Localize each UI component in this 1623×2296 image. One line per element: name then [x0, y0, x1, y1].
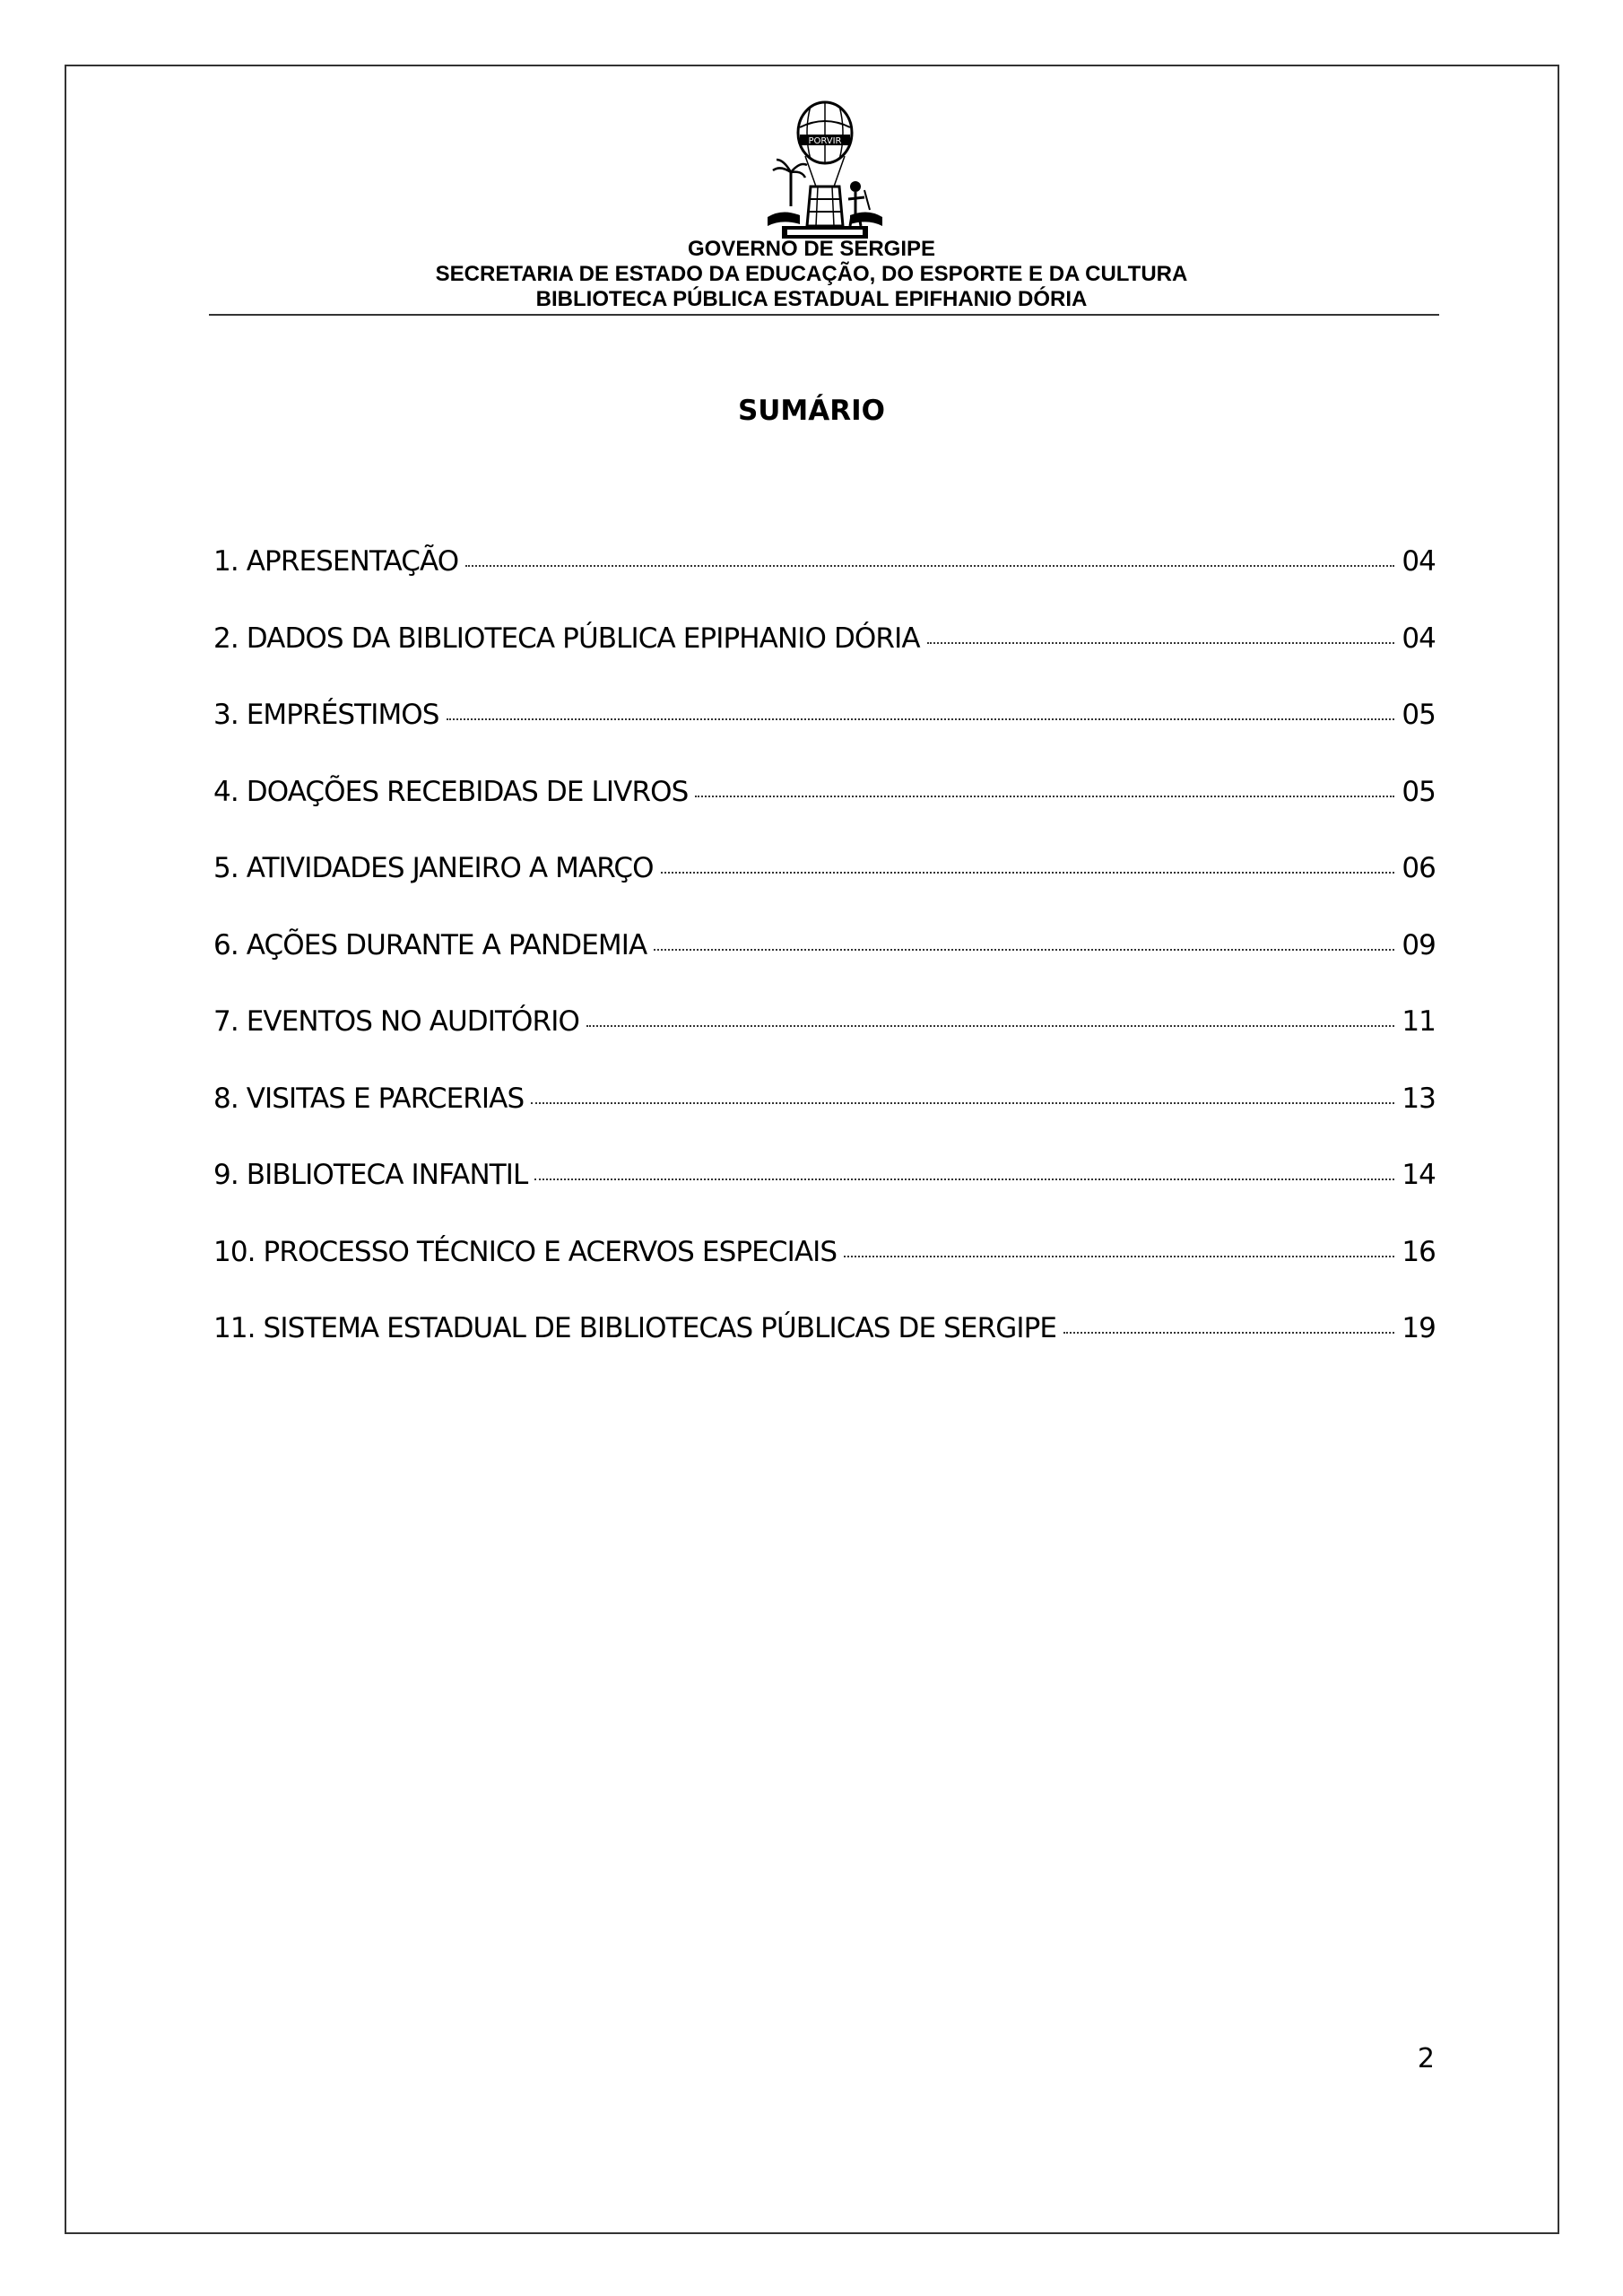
toc-entry[interactable]	[213, 929, 1436, 1006]
sergipe-coat-of-arms-icon	[764, 100, 885, 242]
toc-entry[interactable]	[213, 545, 1436, 622]
toc-entry-label: 8. VISITAS E PARCERIAS	[213, 1082, 525, 1115]
toc-title: SUMÁRIO	[737, 395, 886, 427]
toc-entry-label: 9. BIBLIOTECA INFANTIL	[213, 1159, 528, 1191]
toc-leader-dots	[661, 872, 1395, 874]
toc-entry-page: 11	[1402, 1005, 1436, 1038]
header-secretariat: SECRETARIA DE ESTADO DA EDUCAÇÃO, DO ESPORTE E DA CULTURA	[435, 262, 1188, 286]
toc-leader-dots	[465, 565, 1394, 567]
toc-leader-dots	[534, 1178, 1394, 1180]
toc-leader-dots	[1063, 1332, 1394, 1334]
toc-entry[interactable]	[213, 776, 1436, 853]
toc-entry[interactable]	[213, 1236, 1436, 1313]
toc-leader-dots	[586, 1025, 1394, 1027]
toc-leader-dots	[531, 1102, 1394, 1104]
toc-entry[interactable]	[213, 1312, 1436, 1389]
toc-entry[interactable]	[213, 1159, 1436, 1236]
toc-entry-label: 10. PROCESSO TÉCNICO E ACERVOS ESPECIAIS	[213, 1235, 838, 1268]
toc-entry-page: 05	[1402, 775, 1436, 808]
toc-entry[interactable]	[213, 1083, 1436, 1160]
toc-entry-label: 6. AÇÕES DURANTE A PANDEMIA	[213, 928, 647, 961]
toc-entry-page: 13	[1402, 1082, 1436, 1115]
toc-entry-label: 3. EMPRÉSTIMOS	[213, 699, 439, 731]
toc-entry-label: 5. ATIVIDADES JANEIRO A MARÇO	[213, 852, 654, 884]
toc-entry-label: 4. DOAÇÕES RECEBIDAS DE LIVROS	[213, 775, 689, 808]
toc-entry-label: 7. EVENTOS NO AUDITÓRIO	[213, 1005, 579, 1038]
toc-entry-page: 19	[1402, 1312, 1436, 1344]
toc-leader-dots	[844, 1256, 1394, 1257]
toc-leader-dots	[447, 718, 1395, 720]
header-divider	[209, 314, 1439, 316]
toc-entry-page: 04	[1402, 545, 1436, 578]
toc-leader-dots	[927, 642, 1395, 644]
toc-leader-dots	[654, 949, 1394, 951]
table-of-contents	[213, 545, 1436, 1389]
toc-leader-dots	[695, 796, 1394, 797]
toc-entry[interactable]	[213, 852, 1436, 929]
page-number: 2	[1417, 2043, 1435, 2074]
toc-entry-page: 16	[1402, 1235, 1436, 1268]
toc-entry-page: 09	[1402, 928, 1436, 961]
svg-text:PORVIR: PORVIR	[808, 136, 842, 146]
toc-entry-page: 05	[1402, 699, 1436, 731]
toc-entry-label: 2. DADOS DA BIBLIOTECA PÚBLICA EPIPHANIO DÓRIA	[213, 622, 920, 655]
toc-entry-label: 1. APRESENTAÇÃO	[213, 545, 459, 578]
toc-entry-label: 11. SISTEMA ESTADUAL DE BIBLIOTECAS PÚBLICAS DE SERGIPE	[213, 1312, 1057, 1344]
header-library: BIBLIOTECA PÚBLICA ESTADUAL EPIFHANIO DÓRIA	[535, 287, 1088, 311]
toc-entry[interactable]	[213, 1005, 1436, 1083]
toc-entry[interactable]	[213, 699, 1436, 776]
toc-entry-page: 14	[1402, 1159, 1436, 1191]
toc-entry-page: 06	[1402, 852, 1436, 884]
header-government: GOVERNO DE SERGIPE	[687, 237, 936, 261]
toc-entry-page: 04	[1402, 622, 1436, 655]
toc-entry[interactable]	[213, 622, 1436, 700]
